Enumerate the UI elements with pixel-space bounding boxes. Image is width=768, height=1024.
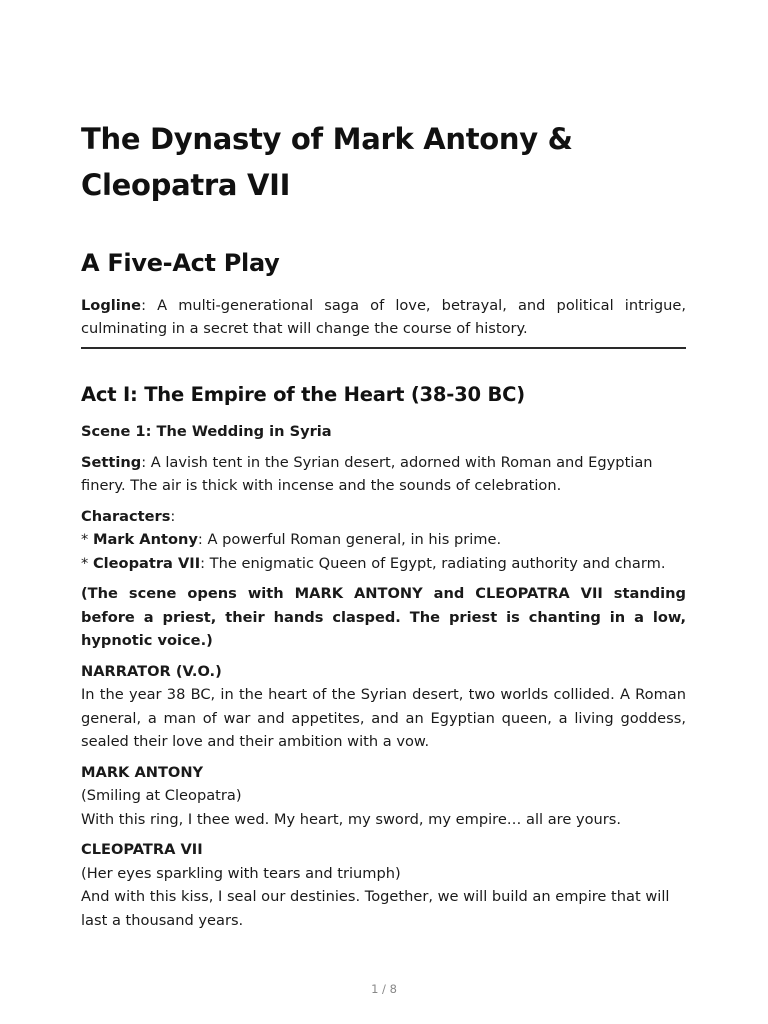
dialogue-block xyxy=(81,761,686,832)
character-item: * Cleopatra VII: The enigmatic Queen of Egypt, radiating authority and charm. xyxy=(81,554,666,572)
dialogue-text: And with this kiss, I seal our destinies. Together, we will build an empire that will last a thousand years. xyxy=(81,888,670,929)
character-desc: : The enigmatic Queen of Egypt, radiating authority and charm. xyxy=(200,554,666,572)
setting-text: : A lavish tent in the Syrian desert, adorned with Roman and Egyptian finery. The air is thick with incense and the sounds of celebration. xyxy=(81,453,653,494)
scene-heading: Scene 1: The Wedding in Syria xyxy=(81,423,332,440)
dialogue-block xyxy=(81,838,686,932)
character-name: Mark Antony xyxy=(92,531,198,548)
dialogue-text: In the year 38 BC, in the heart of the Syrian desert, two worlds collided. A Roman general, a man of war and appetites, and an Egyptian queen, a living goddess, sealed their love and their ambition with a vow. xyxy=(81,686,686,750)
characters-label: Characters xyxy=(81,507,171,525)
dialogue-text: With this ring, I thee wed. My heart, my sword, my empire… all are yours. xyxy=(81,810,622,828)
characters-block xyxy=(81,505,686,576)
logline-paragraph xyxy=(81,294,686,340)
speaker-name: MARK ANTONY xyxy=(81,763,204,781)
page-indicator: 1 / 8 xyxy=(371,982,397,996)
characters-heading: Characters: xyxy=(81,507,176,525)
parenthetical: (Her eyes sparkling with tears and triumph) xyxy=(81,864,401,882)
horizontal-rule xyxy=(81,347,686,349)
setting-label: Setting xyxy=(81,453,142,471)
speaker-name: NARRATOR (V.O.) xyxy=(81,662,222,680)
character-desc: : A powerful Roman general, in his prime. xyxy=(197,531,502,548)
stage-direction: (The scene opens with MARK ANTONY and CLEOPATRA VII standing before a priest, their hands clasped. The priest is chanting in a low, hypnotic voice.) xyxy=(81,585,686,649)
document-title: The Dynasty of Mark Antony & Cleopatra VII xyxy=(81,122,573,202)
speaker-name: CLEOPATRA VII xyxy=(81,841,203,858)
character-item: * Mark Antony: A powerful Roman general, in his prime. xyxy=(81,531,502,548)
character-name: Cleopatra VII xyxy=(92,554,201,572)
dialogue-block xyxy=(81,660,686,754)
act-heading: Act I: The Empire of the Heart (38-30 BC) xyxy=(81,383,525,406)
setting-paragraph xyxy=(81,451,686,498)
scene-body xyxy=(81,420,686,939)
logline-text: : A multi-generational saga of love, betrayal, and political intrigue, culminating in a secret that will change the course of history. xyxy=(81,297,686,337)
logline-label: Logline xyxy=(81,297,142,314)
document-subtitle: A Five-Act Play xyxy=(81,249,280,277)
parenthetical: (Smiling at Cleopatra) xyxy=(81,787,242,804)
